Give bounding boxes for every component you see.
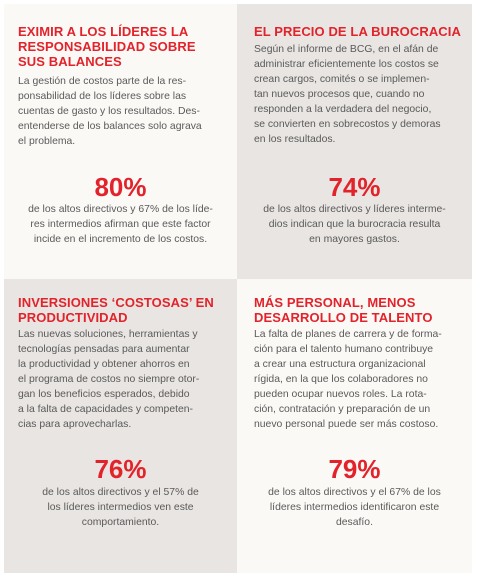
card-stat: 74% bbox=[328, 172, 381, 202]
card-body: La gestión de costos parte de la res- ponsabilidad de los líderes sobre las cuentas de gasto y los resultados. Des- entenderse de los balances solo agrava el problema. bbox=[18, 76, 202, 147]
card-title: EL PRECIO DE LA BUROCRACIA bbox=[254, 24, 462, 39]
card-title: INVERSIONES ‘COSTOSAS’ EN PRODUCTIVIDAD bbox=[18, 295, 214, 325]
card-caption: de los altos directivos y el 57% de los líderes intermedios ven este comportamiento. bbox=[42, 487, 199, 528]
card-leaders-responsibility bbox=[4, 4, 237, 279]
card-caption: de los altos directivos y 67% de los líde- res intermedios afirman que este factor incide en el incremento de los costos. bbox=[28, 204, 213, 245]
card-body: Las nuevas soluciones, herramientas y tecnologías pensadas para aumentar la productividad y obtener ahorros en el programa de costos no siempre otor- gan los beneficios esperados, debido a la falta de capacidades y competen- cias para aprovecharlas. bbox=[18, 329, 200, 430]
card-title: MÁS PERSONAL, MENOS DESARROLLO DE TALENTO bbox=[254, 295, 433, 325]
card-caption: de los altos directivos y líderes interme- dios indican que la burocracia resulta en mayores gastos. bbox=[263, 204, 446, 245]
card-body: La falta de planes de carrera y de forma- ción para el talento humano contribuye a crear una estructura organizacional rígida, en la que los colaboradores no pueden ocupar nuevos roles. La rota- ción, contratación y preparación de un nuevo personal puede ser más costoso. bbox=[254, 329, 442, 430]
card-stat: 80% bbox=[94, 172, 147, 202]
card-body: Según el informe de BCG, en el afán de administrar eficientemente los costos se crean cargos, comités o se implemen- tan nuevos procesos que, cuando no responden a la verdadera del negocio, se convierten en sobrecostos y demoras en los resultados. bbox=[254, 44, 441, 145]
card-caption: de los altos directivos y el 67% de los líderes intermedios identificaron este desafío. bbox=[268, 487, 441, 528]
card-stat: 76% bbox=[94, 454, 147, 484]
card-talent-development bbox=[237, 279, 472, 573]
card-stat: 79% bbox=[328, 454, 381, 484]
card-bureaucracy-cost bbox=[237, 4, 472, 279]
card-productivity-investments bbox=[4, 279, 237, 573]
card-title: EXIMIR A LOS LÍDERES LA RESPONSABILIDAD SOBRE SUS BALANCES bbox=[18, 24, 196, 69]
